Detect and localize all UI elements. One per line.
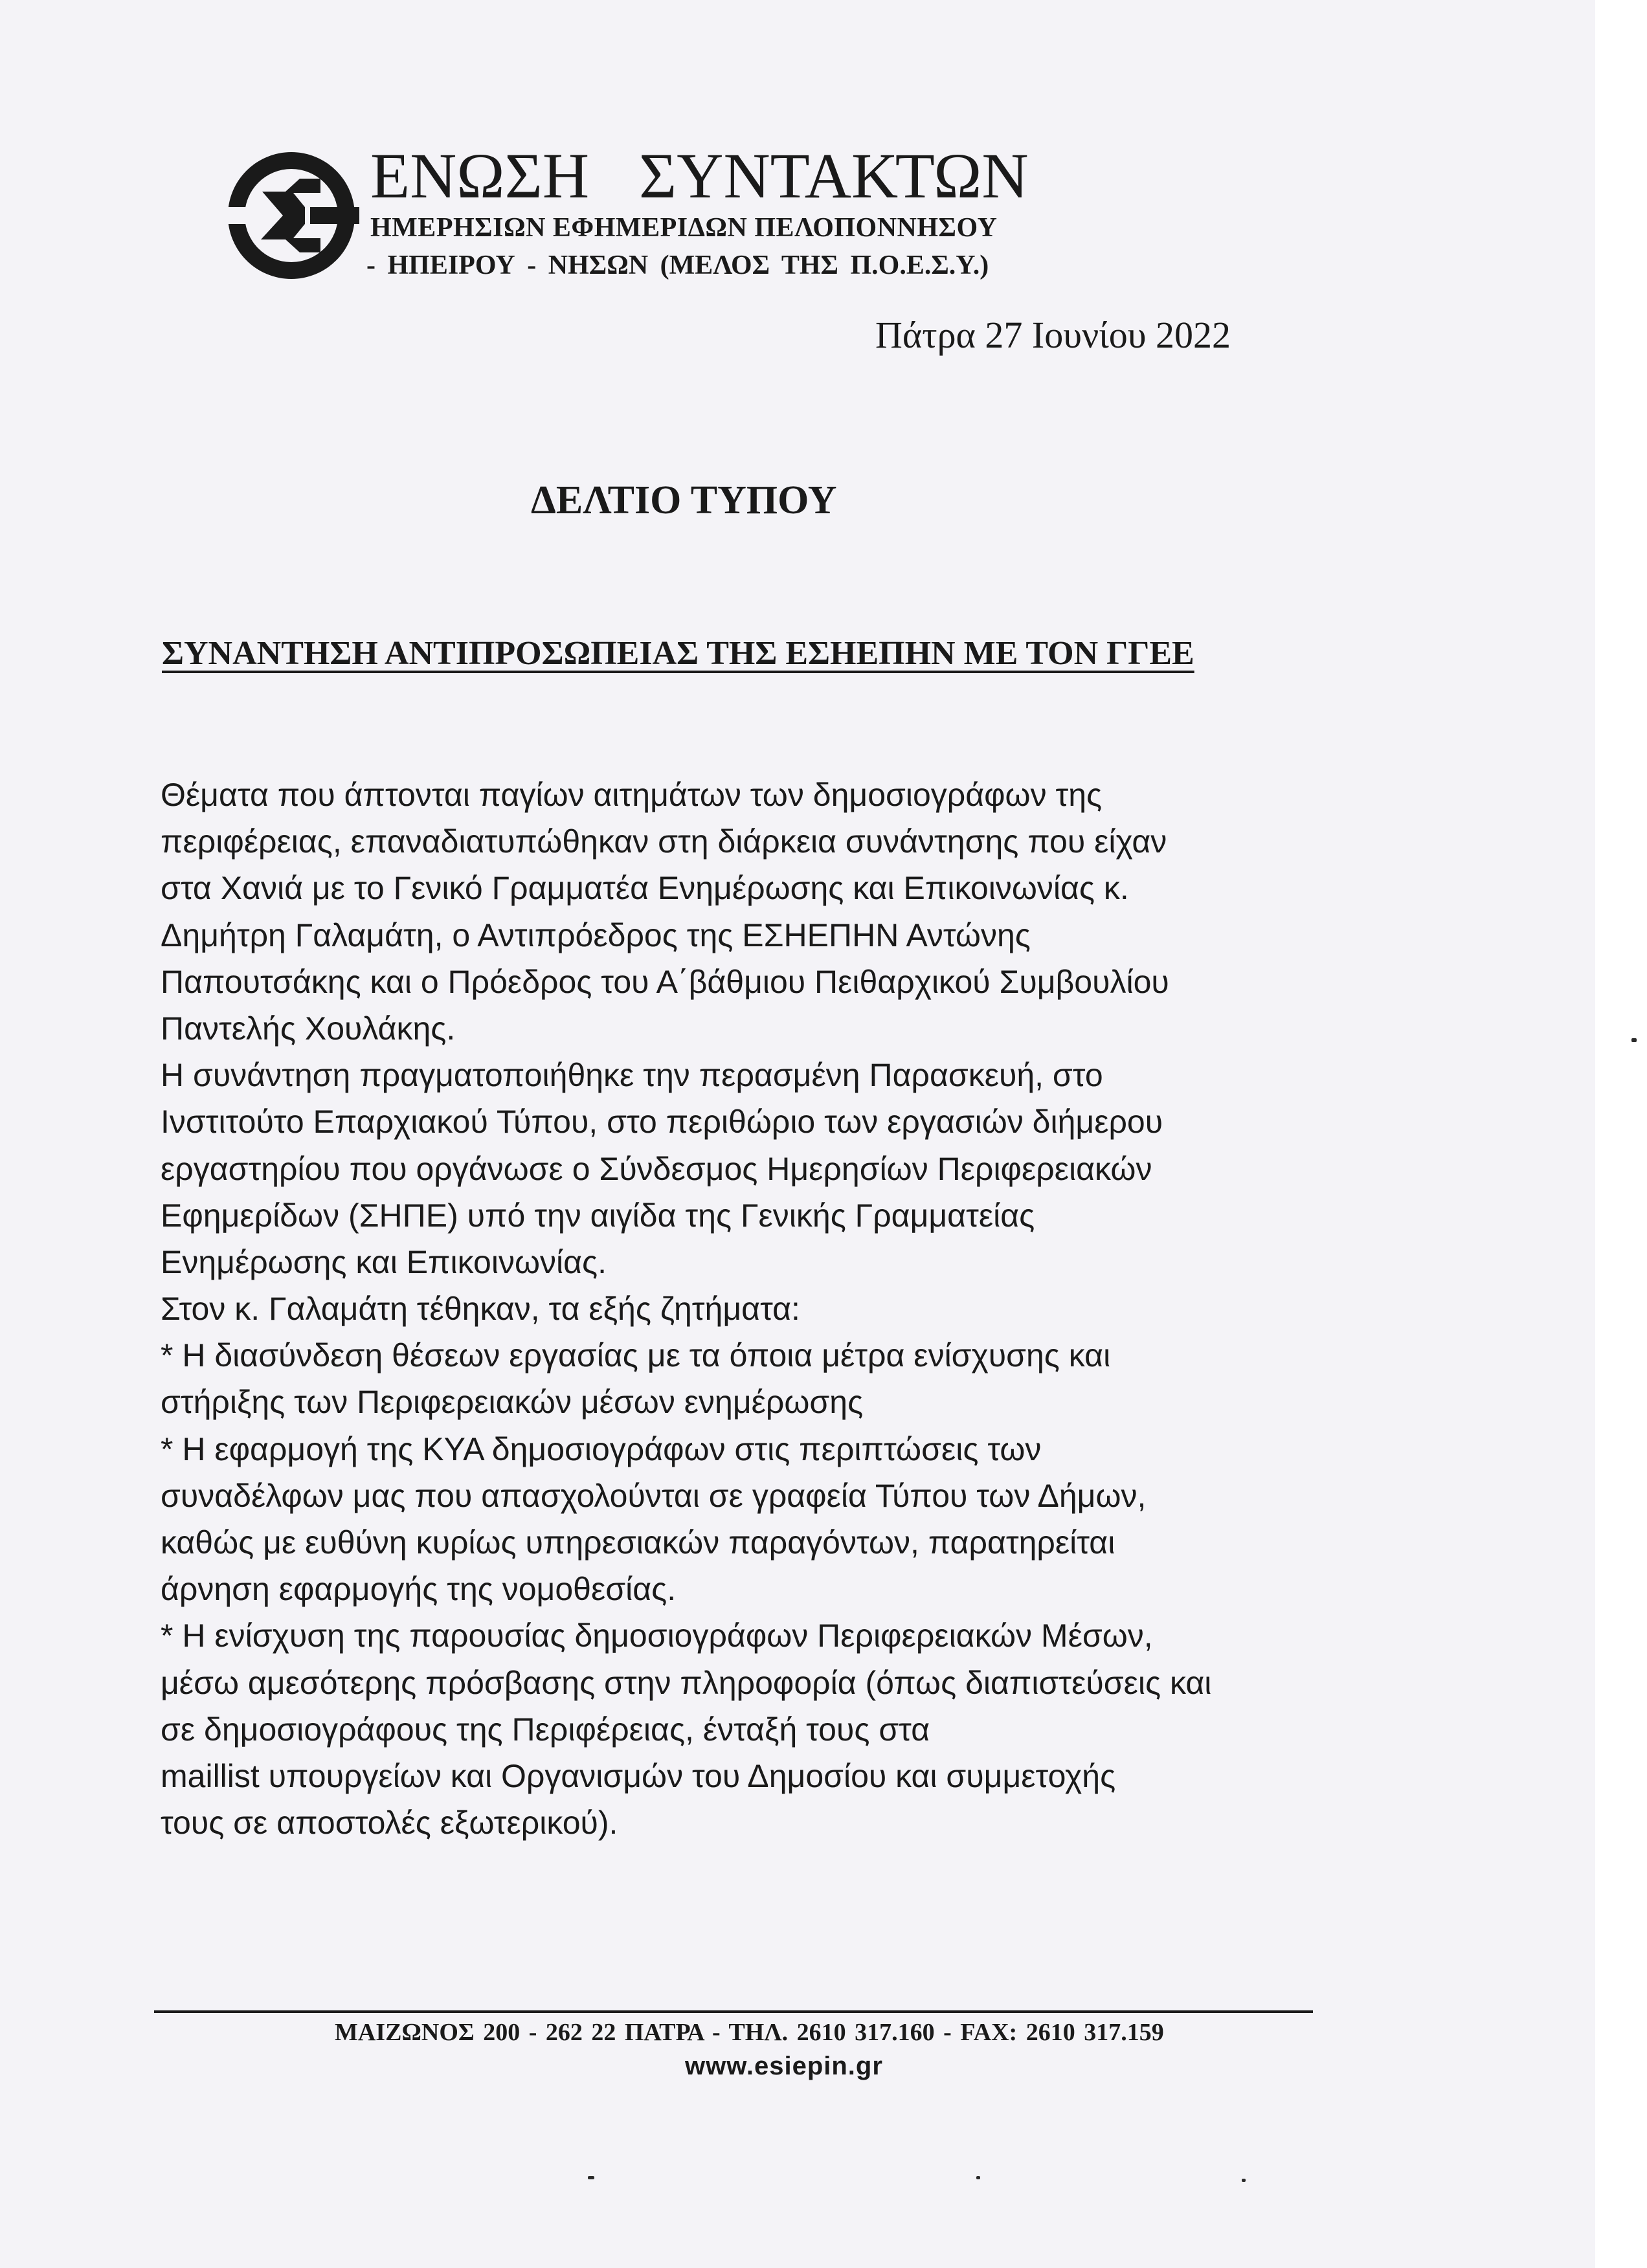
- body-line: Θέματα που άπτονται παγίων αιτημάτων των δημοσιογράφων της: [161, 777, 1103, 813]
- body-line: καθώς με ευθύνη κυρίως υπηρεσιακών παραγόντων, παρατηρείται: [161, 1524, 1115, 1561]
- body-line: Ινστιτούτο Επαρχιακού Τύπου, στο περιθώριο των εργασιών διήμερου: [161, 1104, 1163, 1140]
- document-title: ΔΕΛΤΙΟ ΤΥΠΟΥ: [531, 478, 837, 522]
- scan-edge: [1595, 0, 1647, 2268]
- document-subject: ΣΥΝΑΝΤΗΣΗ ΑΝΤΙΠΡΟΣΩΠΕΙΑΣ ΤΗΣ ΕΣΗΕΠΗΝ ΜΕ ΤΟΝ ΓΓΕΕ: [162, 635, 1194, 672]
- footer-divider: [154, 2010, 1313, 2013]
- body-text: [161, 772, 1378, 1846]
- body-line: συναδέλφων μας που απασχολούνται σε γραφεία Τύπου των Δήμων,: [161, 1477, 1147, 1514]
- footer-website: www.esiepin.gr: [685, 2052, 883, 2080]
- body-line: τους σε αποστολές εξωτερικού).: [161, 1805, 618, 1841]
- body-line: άρνηση εφαρμογής της νομοθεσίας.: [161, 1571, 677, 1608]
- body-line: Παντελής Χουλάκης.: [161, 1010, 456, 1047]
- org-name: ΕΝΩΣΗ ΣΥΝΤΑΚΤΩΝ: [370, 140, 1029, 212]
- footer-address: ΜΑΙΖΩΝΟΣ 200 - 262 22 ΠΑΤΡΑ - ΤΗΛ. 2610 317.160 - FAX: 2610 317.159: [335, 2019, 1164, 2046]
- body-line: εργαστηρίου που οργάνωσε ο Σύνδεσμος Ημερησίων Περιφερειακών: [161, 1150, 1152, 1187]
- scan-speck: [1242, 2179, 1246, 2182]
- scan-speck: [1631, 1038, 1637, 1042]
- org-subtitle-line1: ΗΜΕΡΗΣΙΩΝ ΕΦΗΜΕΡΙΔΩΝ ΠΕΛΟΠΟΝΝΗΣΟΥ: [370, 213, 998, 243]
- body-line: Η συνάντηση πραγματοποιήθηκε την περασμένη Παρασκευή, στο: [161, 1057, 1103, 1094]
- scan-speck: [976, 2176, 980, 2179]
- body-line: * Η εφαρμογή της ΚΥΑ δημοσιογράφων στις περιπτώσεις των: [161, 1430, 1042, 1467]
- body-line: Στον κ. Γαλαμάτη τέθηκαν, τα εξής ζητήματα:: [161, 1291, 800, 1328]
- body-line: Παπουτσάκης και ο Πρόεδρος του Α΄βάθμιου Πειθαρχικού Συμβουλίου: [161, 963, 1169, 1000]
- esiepin-logo-icon: [223, 148, 359, 284]
- body-line: στήριξης των Περιφερειακών μέσων ενημέρωσης: [161, 1384, 864, 1421]
- body-line: Δημήτρη Γαλαμάτη, ο Αντιπρόεδρος της ΕΣΗΕΠΗΝ Αντώνης: [161, 917, 1031, 953]
- body-line: στα Χανιά με το Γενικό Γραμματέα Ενημέρωσης και Επικοινωνίας κ.: [161, 870, 1129, 907]
- body-line: * Η διασύνδεση θέσεων εργασίας με τα όποια μέτρα ενίσχυσης και: [161, 1337, 1111, 1374]
- body-line: * Η ενίσχυση της παρουσίας δημοσιογράφων Περιφερειακών Μέσων,: [161, 1618, 1153, 1654]
- body-line: Ενημέρωσης και Επικοινωνίας.: [161, 1243, 607, 1280]
- scan-speck: [588, 2176, 594, 2179]
- document-date: Πάτρα 27 Ιουνίου 2022: [875, 314, 1231, 356]
- org-subtitle-line2: - ΗΠΕΙΡΟΥ - ΝΗΣΩΝ (ΜΕΛΟΣ ΤΗΣ Π.Ο.Ε.Σ.Υ.): [366, 250, 989, 280]
- body-line: σε δημοσιογράφους της Περιφέρειας, ένταξή τους στα: [161, 1711, 930, 1748]
- body-line: maillist υπουργείων και Οργανισμών του Δημοσίου και συμμετοχής: [161, 1757, 1116, 1794]
- body-line: μέσω αμεσότερης πρόσβασης στην πληροφορία (όπως διαπιστεύσεις και: [161, 1664, 1212, 1701]
- body-line: περιφέρειας, επαναδιατυπώθηκαν στη διάρκεια συνάντησης που είχαν: [161, 823, 1167, 860]
- body-line: Εφημερίδων (ΣΗΠΕ) υπό την αιγίδα της Γενικής Γραμματείας: [161, 1197, 1035, 1234]
